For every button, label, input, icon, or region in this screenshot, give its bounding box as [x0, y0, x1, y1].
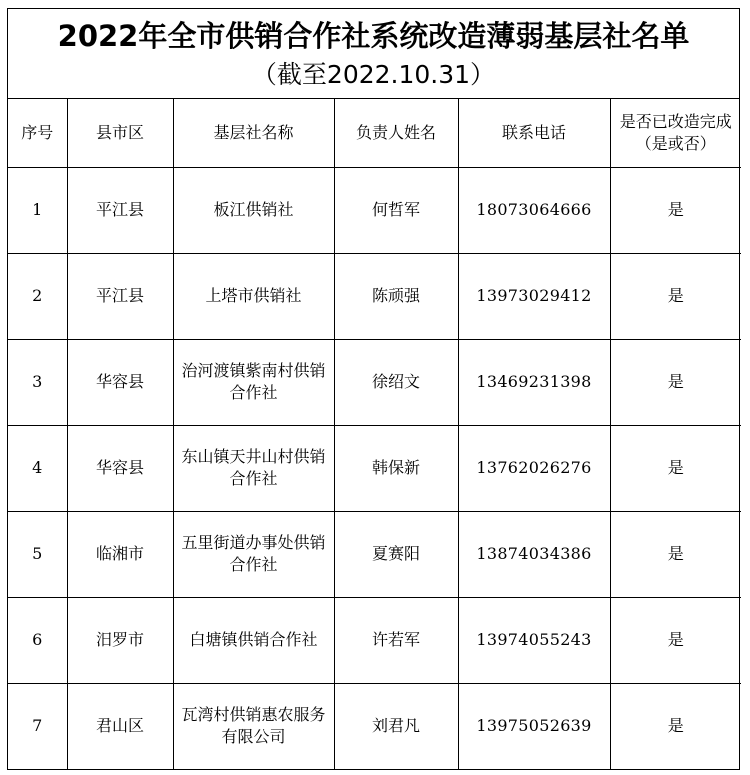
cell-coop-name: 白塘镇供销合作社 [173, 597, 334, 683]
cell-county: 华容县 [67, 339, 173, 425]
cell-leader: 何哲军 [334, 167, 458, 253]
cell-county: 华容县 [67, 425, 173, 511]
cell-completed: 是 [610, 597, 741, 683]
header-coop-name: 基层社名称 [173, 99, 334, 167]
cell-index: 5 [8, 511, 67, 597]
cell-completed: 是 [610, 683, 741, 769]
table-header-row [8, 99, 741, 167]
table-row [8, 597, 741, 683]
document-title: 2022年全市供销合作社系统改造薄弱基层社名单 [57, 19, 690, 53]
cell-completed: 是 [610, 167, 741, 253]
cell-county: 君山区 [67, 683, 173, 769]
cell-coop-name: 治河渡镇紫南村供销合作社 [173, 339, 334, 425]
cell-county: 平江县 [67, 253, 173, 339]
cell-leader: 韩保新 [334, 425, 458, 511]
cell-index: 4 [8, 425, 67, 511]
cell-leader: 陈顽强 [334, 253, 458, 339]
cell-completed: 是 [610, 511, 741, 597]
cell-phone: 13973029412 [458, 253, 610, 339]
cell-completed: 是 [610, 339, 741, 425]
table-row [8, 253, 741, 339]
header-completed: 是否已改造完成（是或否） [610, 99, 741, 167]
table-row [8, 683, 741, 769]
title-block [8, 9, 739, 99]
cell-phone: 13762026276 [458, 425, 610, 511]
cell-index: 2 [8, 253, 67, 339]
table-row [8, 425, 741, 511]
cell-completed: 是 [610, 253, 741, 339]
cell-index: 6 [8, 597, 67, 683]
header-index: 序号 [8, 99, 67, 167]
cell-leader: 刘君凡 [334, 683, 458, 769]
table-row [8, 167, 741, 253]
cell-coop-name: 瓦湾村供销惠农服务有限公司 [173, 683, 334, 769]
cell-phone: 13874034386 [458, 511, 610, 597]
cell-completed: 是 [610, 425, 741, 511]
document-sheet [7, 8, 740, 770]
document-subtitle: （截至2022.10.31） [251, 60, 496, 89]
cell-phone: 13469231398 [458, 339, 610, 425]
cell-coop-name: 东山镇天井山村供销合作社 [173, 425, 334, 511]
cell-phone: 13975052639 [458, 683, 610, 769]
header-phone: 联系电话 [458, 99, 610, 167]
cell-leader: 许若军 [334, 597, 458, 683]
cell-county: 汨罗市 [67, 597, 173, 683]
cell-index: 3 [8, 339, 67, 425]
cell-leader: 夏赛阳 [334, 511, 458, 597]
table-row [8, 511, 741, 597]
cell-index: 1 [8, 167, 67, 253]
table-row [8, 339, 741, 425]
cell-leader: 徐绍文 [334, 339, 458, 425]
cell-county: 临湘市 [67, 511, 173, 597]
header-leader: 负责人姓名 [334, 99, 458, 167]
cell-coop-name: 上塔市供销社 [173, 253, 334, 339]
cell-phone: 13974055243 [458, 597, 610, 683]
cell-phone: 18073064666 [458, 167, 610, 253]
header-county: 县市区 [67, 99, 173, 167]
coop-list-table [8, 99, 741, 769]
cell-index: 7 [8, 683, 67, 769]
cell-coop-name: 五里街道办事处供销合作社 [173, 511, 334, 597]
cell-county: 平江县 [67, 167, 173, 253]
cell-coop-name: 板江供销社 [173, 167, 334, 253]
